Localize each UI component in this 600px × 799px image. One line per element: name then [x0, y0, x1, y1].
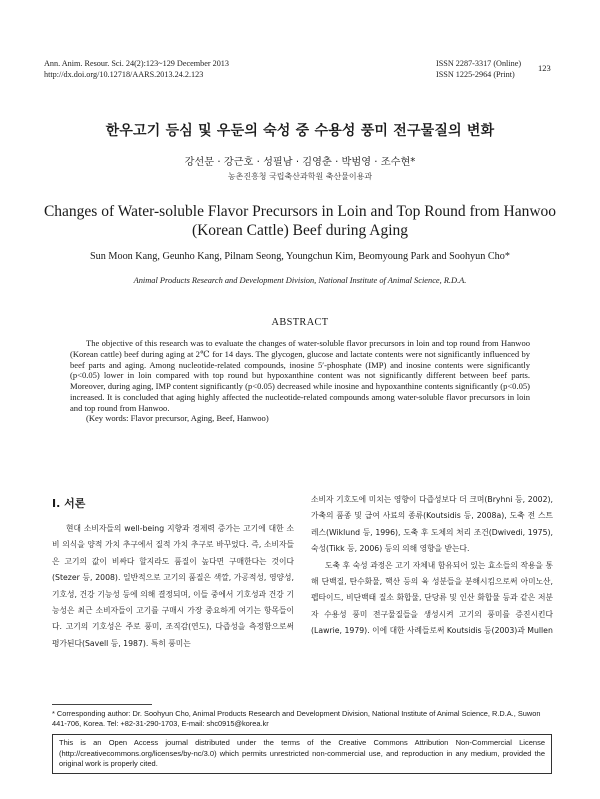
intro-paragraph-1: 현대 소비자들의 well-being 지향과 경제력 증가는 고기에 대한 소비 의식을 양적 가치 추구에서 질적 가치 추구로 바꾸었다. 즉, 소비자들은 고기의 값이 비싸다 할지라도 품질이 높다면 구매한다는 것이다(Stezer 등, 2008). 일반적으로 고기의 품질은 색깔, 가공적성, 영양성, 기호성, 건강 기능성 등에 의해 결정되며, 이들 중에서 기호성과 건강 기능성은 최근 소비자들이 고기를 구매시 가장 중요하게 여기는 항목들이다. 고기의 기호성은 주로 풍미, 조직감(연도), 다즙성을 측정함으로써 평가된다(Savell 등, 1987). 특히 풍미는: [52, 524, 294, 648]
issn-online: ISSN 2287-3317 (Online): [436, 59, 522, 68]
section-heading-introduction: Ⅰ. 서론: [52, 497, 86, 510]
journal-citation: Ann. Anim. Resour. Sci. 24(2):123~129 December 2013: [44, 59, 229, 68]
journal-header-right: [436, 58, 521, 80]
left-column: [52, 521, 294, 652]
issn-print: ISSN 1225-2964 (Print): [436, 70, 515, 79]
abstract-block: [70, 338, 530, 424]
english-title: Changes of Water-soluble Flavor Precursors in Loin and Top Round from Hanwoo (Korean Cattle) Beef during Aging: [43, 203, 557, 239]
intro-paragraph-2: 도축 후 숙성 과정은 고기 자체내 함유되어 있는 효소들의 작용을 통해 단백질, 탄수화물, 핵산 등의 육 성분들을 분해시킴으로써 아미노산, 펩타이드, 비단백태 질소 화합물, 단당류 및 인산 화합물 등과 같은 저분자 수용성 풍미 전구물질들을 생성시켜 고기의 풍미를 증진시킨다(Lawrie, 1979). 이에 대한 사례들로써 Koutsidis 등(2003)과 Mullen: [311, 560, 553, 636]
doi-link[interactable]: http://dx.doi.org/10.12718/AARS.2013.24.2.123: [44, 70, 204, 79]
footnote-divider: [52, 704, 152, 705]
english-affiliation: Animal Products Research and Development Division, National Institute of Animal Science, R.D.A.: [133, 276, 467, 285]
page-number: 123: [538, 63, 551, 73]
intro-paragraph-1-cont: 소비자 기호도에 미치는 영향이 다즙성보다 더 크며(Bryhni 등, 2002), 가축의 품종 및 급여 사료의 종류(Koutsidis 등, 2008a), 도축 전 스트레스(Wiklund 등, 1996), 도축 후 도체의 처리 조건(Dwivedi, 1975), 숙성(Tikk 등, 2006) 등의 의해 영향을 받는다.: [311, 495, 553, 554]
korean-authors: 강선문 · 강근호 · 성필남 · 김영춘 · 박범영 · 조수현*: [184, 157, 416, 168]
right-column: [311, 492, 553, 640]
abstract-keywords: (Key words: Flavor precursor, Aging, Beef, Hanwoo): [86, 413, 269, 424]
corresponding-author-footnote: * Corresponding author: Dr. Soohyun Cho, Animal Products Research and Development Division, National Institute of Animal Science, R.D.A., Suwon 441-706, Korea. Tel: +82-31-290-1703, E-mail: shc0915@korea.kr: [52, 709, 541, 728]
english-authors: Sun Moon Kang, Geunho Kang, Pilnam Seong, Youngchun Kim, Beomyoung Park and Soohyun Cho*: [90, 251, 510, 262]
abstract-heading: ABSTRACT: [271, 317, 329, 328]
korean-title: 한우고기 등심 및 우둔의 숙성 중 수용성 풍미 전구물질의 변화: [105, 123, 495, 139]
license-box: This is an Open Access journal distributed under the terms of the Creative Commons Attribution Non-Commercial License (http://creativecommons.org/licenses/by-nc/3.0) which permits unrestricted non-commercial use, and reproduction in any medium, provided the original work is properly cited.: [52, 734, 552, 774]
abstract-text: The objective of this research was to evaluate the changes of water-soluble flavor precursors in loin and top round from Hanwoo (Korean cattle) beef during aging at 2℃ for 14 days. The glycogen, glucose and lactate contents were not significantly influenced by beef parts and aging. Among nucleotide-related compounds, inosine 5′-phosphate (IMP) and inosine contents were significantly (p<0.05) lower in loin compared with top round but hypoxanthine content was not significantly different between beef parts. Moreover, during aging, IMP content significantly (p<0.05) decreased while inosine and hypoxanthine contents significantly (p<0.05) increased. It is concluded that aging highly affected the nucleotide-related compounds among water-soluble flavor precursors in loin and top round from Hanwoo.: [70, 338, 530, 413]
journal-header-left: [44, 58, 229, 80]
korean-affiliation: 농촌진흥청 국립축산과학원 축산물이용과: [227, 172, 373, 181]
